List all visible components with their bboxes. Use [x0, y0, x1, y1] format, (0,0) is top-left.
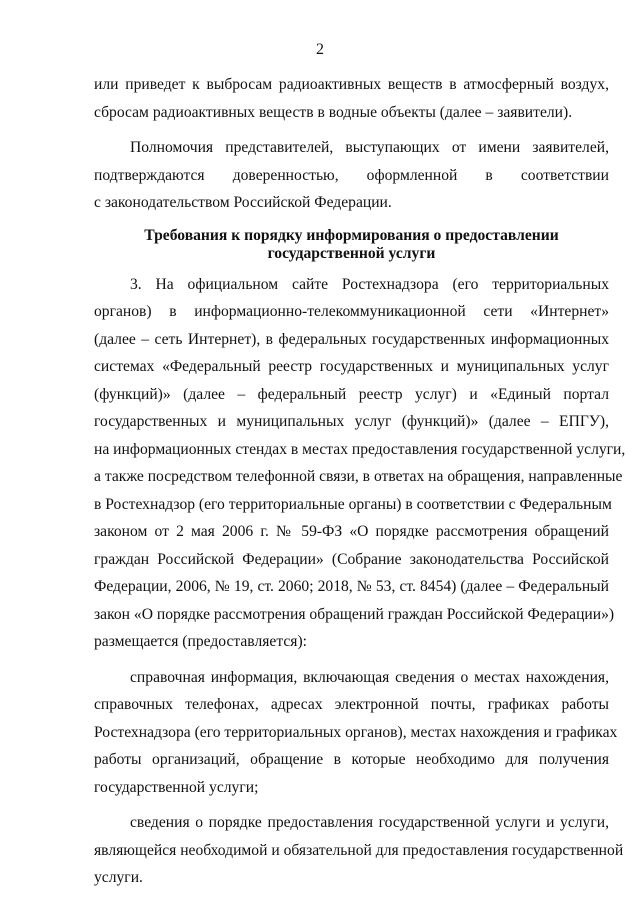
text-line: (далее – сеть Интернет), в федеральных государственных информационных	[94, 330, 609, 348]
text-line: закон «О порядке рассмотрения обращений граждан Российской Федерации»)	[94, 605, 615, 623]
text-line: или приведет к выбросам радиоактивных веществ в атмосферный воздух,	[94, 76, 609, 93]
document-body	[94, 71, 626, 892]
paragraph-3	[94, 271, 626, 656]
text-line: системах «Федеральный реестр государственных и муниципальных услуг	[94, 358, 609, 375]
paragraph-reference-info	[94, 664, 618, 802]
paragraph-authority	[94, 134, 609, 217]
text-line: 3. На официальном сайте Ростехнадзора (его территориальных	[130, 275, 609, 293]
text-line: сбросам радиоактивных веществ в водные объекты (далее – заявители).	[94, 103, 573, 121]
section-heading	[94, 227, 609, 263]
text-line: с законодательством Российской Федерации.	[94, 194, 392, 211]
text-line: а также посредством телефонной связи, в ответах на обращения, направленные	[94, 468, 623, 485]
text-line: государственных и муниципальных услуг (функций)» (далее – ЕПГУ),	[94, 413, 609, 430]
text-line: граждан Российской Федерации» (Собрание законодательства Российской	[94, 550, 609, 568]
paragraph-procedure-info	[94, 809, 624, 892]
text-line: законом от 2 мая 2006 г. № 59-ФЗ «О порядке рассмотрения обращений	[94, 523, 609, 540]
text-line: работы организаций, обращение в которые необходимо для получения	[94, 751, 609, 768]
heading-line: Требования к порядку информирования о предоставлении	[144, 226, 559, 244]
text-line: органов) в информационно-телекоммуникационной сети «Интернет»	[94, 303, 609, 320]
text-line: в Ростехнадзор (его территориальные органы) в соответствии с Федеральным	[94, 495, 612, 513]
text-line: (функций)» (далее – федеральный реестр услуг) и «Единый портал	[94, 385, 609, 403]
text-line: государственной услуги;	[94, 778, 259, 796]
text-line: Ростехнадзора (его территориальных органов), местах нахождения и графиках	[94, 723, 618, 741]
text-line: Федерации, 2006, № 19, ст. 2060; 2018, № 53, ст. 8454) (далее – Федеральный	[94, 578, 609, 595]
heading-line: государственной услуги	[267, 244, 436, 262]
paragraph-applicants	[94, 71, 609, 126]
text-line: подтверждаются доверенностью, оформленной в соответствии	[94, 166, 609, 184]
text-line: услуги.	[94, 869, 143, 886]
page-number: 2	[316, 41, 324, 58]
text-line: на информационных стендах в местах предоставления государственной услуги,	[94, 440, 626, 458]
text-line: сведения о порядке предоставления государственной услуги и услуги,	[130, 814, 609, 831]
text-line: справочная информация, включающая сведения о местах нахождения,	[130, 668, 609, 686]
text-line: Полномочия представителей, выступающих от имени заявителей,	[130, 139, 609, 156]
text-line: размещается (предоставляется):	[94, 633, 307, 650]
text-line: являющейся необходимой и обязательной для предоставления государственной	[94, 841, 624, 859]
text-line: справочных телефонах, адресах электронной почты, графиках работы	[94, 696, 609, 713]
